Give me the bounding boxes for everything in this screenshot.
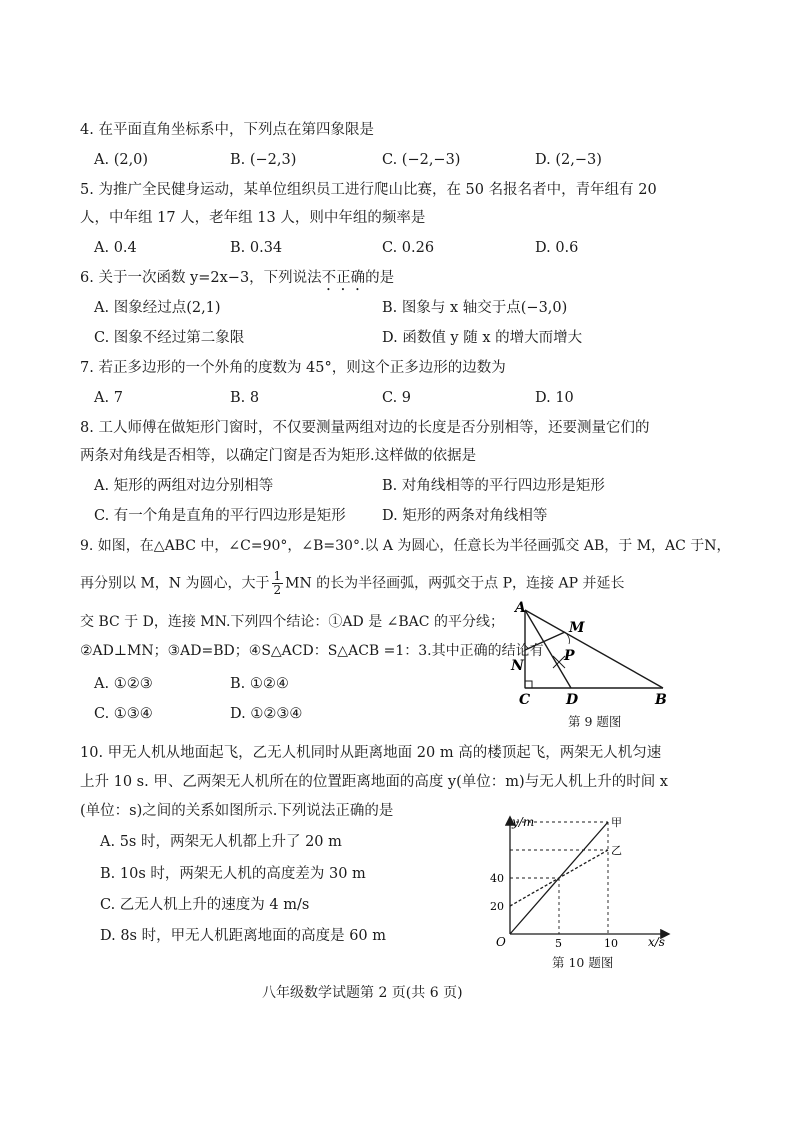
q6-stem-pre: 6. 关于一次函数 y=2x−3，下列说法 — [80, 270, 322, 286]
q9-line3: 交 BC 于 D，连接 MN.下列四个结论：①AD 是 ∠BAC 的平分线； — [80, 614, 504, 630]
q5-option-a: A. 0.4 — [94, 240, 137, 256]
q5-option-d: D. 0.6 — [535, 240, 579, 256]
side-ab — [525, 610, 663, 688]
q6-option-c: C. 图象不经过第二象限 — [94, 330, 245, 346]
q9-fraction: $\frac{1}{2}$ — [273, 569, 282, 597]
q9-line2-pre: 再分别以 M，N 为圆心，大于 — [80, 575, 270, 592]
q6-option-d: D. 函数值 y 随 x 的增大而增大 — [382, 330, 583, 346]
label-c: C — [519, 692, 531, 708]
q4-option-a: A. (2,0) — [94, 152, 149, 168]
q4-option-c: C. (−2,−3) — [382, 152, 461, 168]
q9-line2 — [80, 570, 624, 597]
q9-option-c: C. ①③④ — [94, 706, 153, 722]
q8-option-b: B. 对角线相等的平行四边形是矩形 — [382, 478, 605, 494]
q7-option-c: C. 9 — [382, 390, 412, 406]
q9-line2-post: MN 的长为半径画弧，两弧交于点 P，连接 AP 并延长 — [285, 575, 625, 592]
q8-stem-line1: 8. 工人师傅在做矩形门窗时，不仅要测量两组对边的长度是否分别相等，还要测量它们的 — [80, 420, 650, 436]
y-tick-label-40: 40 — [490, 872, 504, 885]
q4-stem: 4. 在平面直角坐标系中，下列点在第四象限是 — [80, 122, 374, 138]
q5-stem-line2: 人，中年组 17 人，老年组 13 人，则中年组的频率是 — [80, 210, 426, 226]
q6-stem — [80, 268, 394, 294]
page-footer: 八年级数学试题第 2 页(共 6 页) — [262, 985, 463, 1001]
label-b: B — [655, 692, 667, 708]
series-label-jia: 甲 — [611, 816, 622, 829]
origin-label: O — [496, 935, 506, 949]
q6-option-a: A. 图象经过点(2,1) — [94, 300, 221, 316]
q9-line1: 9. 如图，在△ABC 中，∠C=90°，∠B=30°.以 A 为圆心，任意长为半径画弧交 AB，于 M，AC 于N， — [80, 538, 731, 554]
label-a: A — [515, 600, 526, 616]
q9-option-a: A. ①②③ — [94, 676, 153, 692]
segment-mn — [525, 632, 565, 650]
q10-caption: 第 10 题图 — [552, 955, 614, 970]
q9-option-b: B. ①②④ — [230, 676, 289, 692]
label-p: P — [564, 648, 575, 664]
q4-option-d: D. (2,−3) — [535, 152, 602, 168]
q10-option-c: C. 乙无人机上升的速度为 4 m/s — [100, 897, 310, 913]
series-label-yi: 乙 — [611, 844, 622, 857]
q9-triangle-figure — [505, 598, 675, 712]
q10-option-a: A. 5s 时，两架无人机都上升了 20 m — [100, 834, 342, 850]
q10-chart — [488, 814, 678, 954]
q10-line1: 10. 甲无人机从地面起飞，乙无人机同时从距离地面 20 m 高的楼顶起飞，两架无人机匀速 — [80, 745, 662, 761]
right-angle-mark — [525, 681, 532, 688]
q6-stem-emphasis: 不正确 — [321, 270, 366, 286]
q5-option-c: C. 0.26 — [382, 240, 435, 256]
q8-stem-line2: 两条对角线是否相等，以确定门窗是否为矩形.这样做的依据是 — [80, 448, 477, 464]
q7-option-b: B. 8 — [230, 390, 260, 406]
q9-line4: ②AD⊥MN；③AD=BD；④S△ACD：S△ACB =1：3.其中正确的结论有 — [80, 643, 544, 659]
q10-line3: (单位：s)之间的关系如图所示.下列说法正确的是 — [80, 803, 394, 819]
q7-option-d: D. 10 — [535, 390, 574, 406]
q10-line2: 上升 10 s. 甲、乙两架无人机所在的位置距离地面的高度 y(单位：m)与无人机上升的时间 x — [80, 774, 668, 790]
x-tick-label-10: 10 — [604, 937, 618, 950]
q4-option-b: B. (−2,3) — [230, 152, 297, 168]
label-m: M — [569, 620, 585, 636]
x-axis-label: x/s — [648, 935, 665, 949]
q7-option-a: A. 7 — [94, 390, 123, 406]
q9-option-d: D. ①②③④ — [230, 706, 303, 722]
label-d: D — [566, 692, 579, 708]
q10-option-b: B. 10s 时，两架无人机的高度差为 30 m — [100, 866, 366, 882]
q5-stem-line1: 5. 为推广全民健身运动，某单位组织员工进行爬山比赛，在 50 名报名者中，青年组有 20 — [80, 182, 657, 198]
q7-stem: 7. 若正多边形的一个外角的度数为 45°，则这个正多边形的边数为 — [80, 360, 506, 376]
y-axis-label: y/m — [512, 815, 535, 829]
q8-option-c: C. 有一个角是直角的平行四边形是矩形 — [94, 508, 346, 524]
q9-caption: 第 9 题图 — [568, 714, 622, 729]
label-n: N — [511, 658, 524, 674]
q8-option-a: A. 矩形的两组对边分别相等 — [94, 478, 274, 494]
q10-option-d: D. 8s 时，甲无人机距离地面的高度是 60 m — [100, 928, 387, 944]
q8-option-d: D. 矩形的两条对角线相等 — [382, 508, 548, 524]
q5-option-b: B. 0.34 — [230, 240, 283, 256]
q6-stem-post: 的是 — [365, 270, 395, 286]
y-tick-label-20: 20 — [490, 900, 504, 913]
x-tick-label-5: 5 — [555, 937, 562, 950]
q6-option-b: B. 图象与 x 轴交于点(−3,0) — [382, 300, 568, 316]
